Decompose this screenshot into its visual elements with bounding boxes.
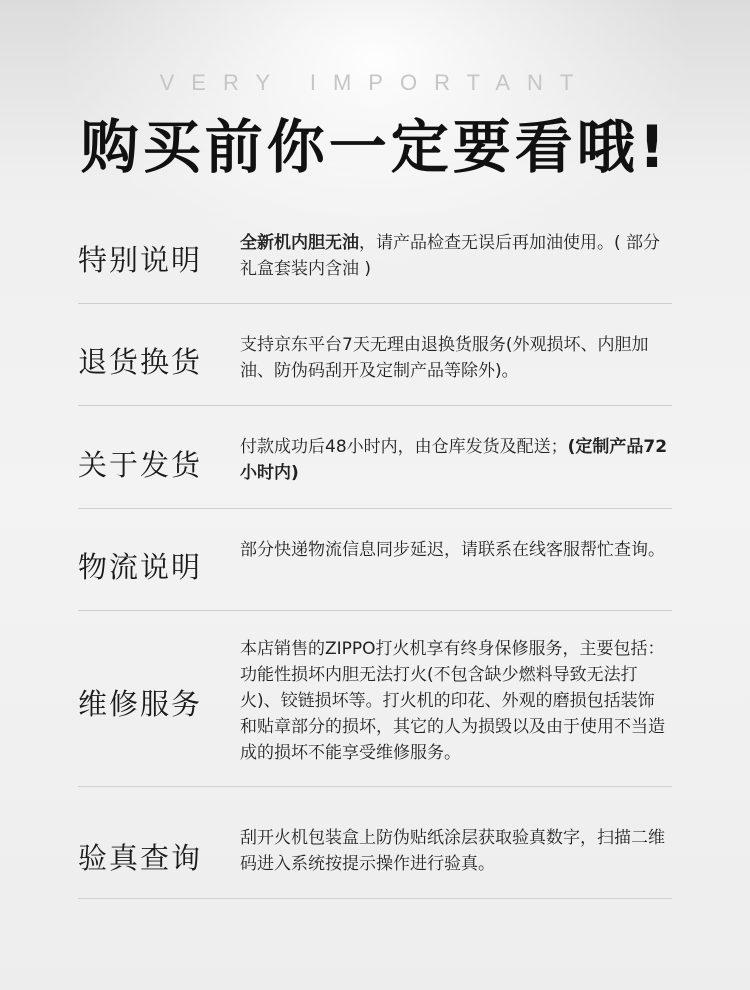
row-description-emphasis: (定制产品72小时内) xyxy=(240,437,668,483)
notice-row-verify xyxy=(78,786,672,899)
row-description xyxy=(240,434,670,486)
row-description: 刮开火机包装盒上防伪贴纸涂层获取验真数字，扫描二维码进入系统按提示操作进行验真。 xyxy=(240,828,665,874)
row-label: 退货换货 xyxy=(78,345,203,379)
notice-row-shipping xyxy=(78,405,672,509)
row-description-emphasis: 全新机内胆无油 xyxy=(240,233,359,253)
row-description: 本店销售的ZIPPO打火机享有终身保修服务，主要包括：功能性损坏内胆无法打火(不包含缺少燃料导致无法打火)、铰链损坏等。打火机的印花、外观的磨损包括装饰和贴章部分的损坏，其它的人为损毁以及由于使用不当造成的损坏不能享受维修服务。 xyxy=(240,639,665,763)
row-label: 维修服务 xyxy=(78,687,203,721)
row-label: 特别说明 xyxy=(78,243,203,277)
eyebrow-text: VERY IMPORTANT xyxy=(159,70,591,95)
row-description: 支持京东平台7天无理由退换货服务(外观损坏、内胆加油、防伪码刮开及定制产品等除外)。 xyxy=(240,335,649,381)
row-description: 部分快递物流信息同步延迟，请联系在线客服帮忙查询。 xyxy=(240,540,665,560)
notice-row-logistics xyxy=(78,508,672,611)
notice-row-special xyxy=(78,200,672,304)
row-description-text: ，请产品检查无误后再加油使用。( 部分礼盒套装内含油 ) xyxy=(240,233,661,279)
row-description-text: 付款成功后48小时内，由仓库发货及配送； xyxy=(240,437,568,457)
row-label: 关于发货 xyxy=(78,448,203,482)
page-title: 购买前你一定要看哦! xyxy=(80,113,670,181)
row-description xyxy=(240,230,670,282)
row-label: 物流说明 xyxy=(78,550,203,584)
notice-row-repair xyxy=(78,610,672,787)
notice-row-returns xyxy=(78,303,672,406)
row-label: 验真查询 xyxy=(78,841,203,875)
